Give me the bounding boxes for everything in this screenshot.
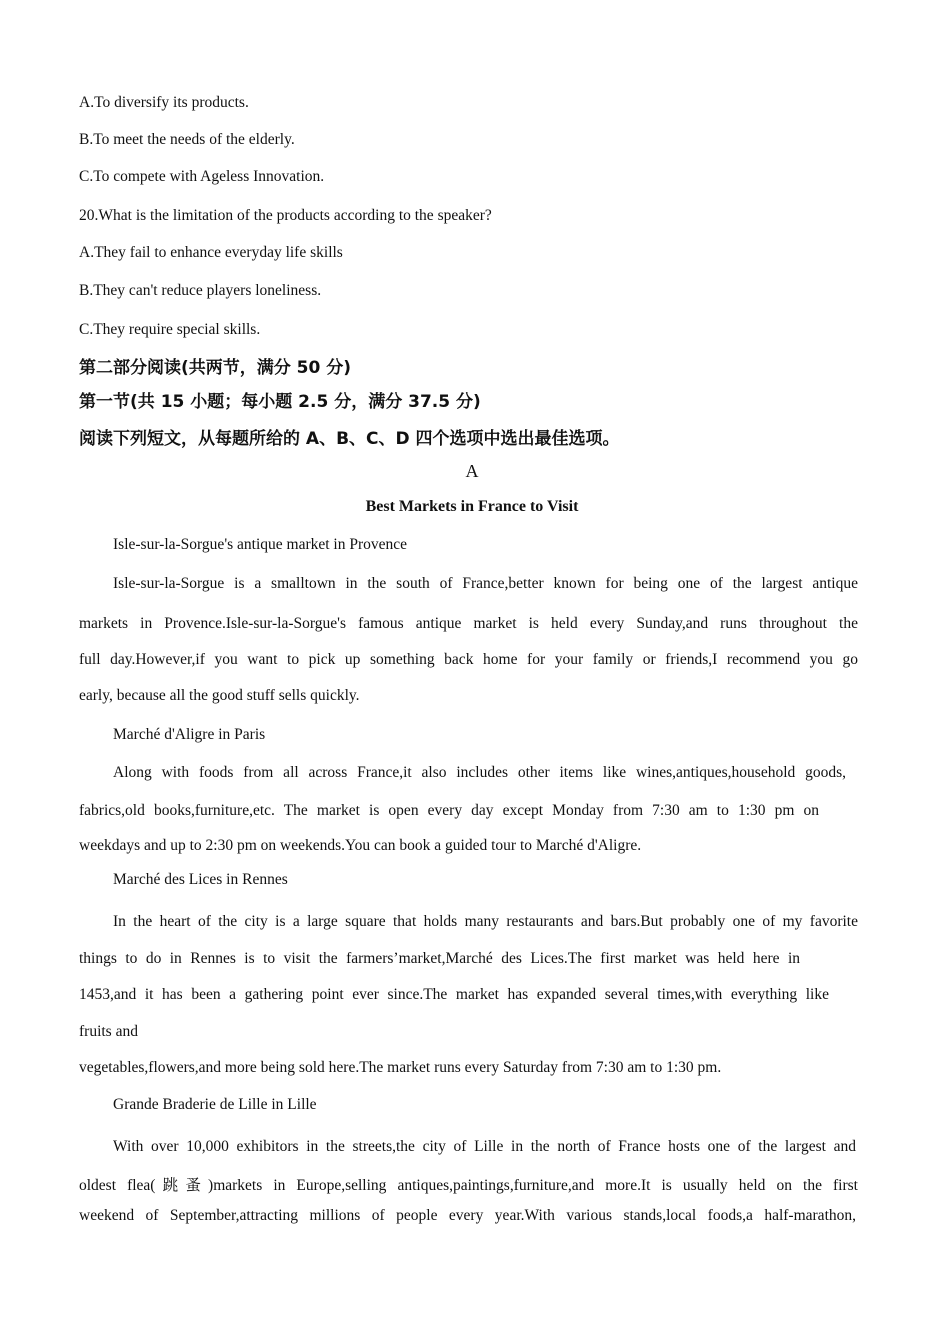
paragraph-line: Along with foods from all across France,it also includes other items like wines,antiques,household goods, (113, 764, 846, 781)
instruction: 阅读下列短文，从每题所给的 A、B、C、D 四个选项中选出最佳选项。 (79, 429, 620, 449)
paragraph-line: fruits and (79, 1023, 138, 1040)
q20-option-b: B.They can't reduce players loneliness. (79, 282, 322, 299)
q19-option-b: B.To meet the needs of the elderly. (79, 131, 295, 148)
paragraph-line: weekdays and up to 2:30 pm on weekends.You can book a guided tour to Marché d'Aligre. (79, 837, 642, 854)
paragraph-line: vegetables,flowers,and more being sold here.The market runs every Saturday from 7:30 am to 1:30 pm. (79, 1059, 722, 1076)
paragraph-line: 1453,and it has been a gathering point ever since.The market has expanded several times,with everything like (79, 986, 829, 1003)
q19-option-c: C.To compete with Ageless Innovation. (79, 168, 325, 185)
q20-question: 20.What is the limitation of the products according to the speaker? (79, 207, 492, 224)
paragraph-line: things to do in Rennes is to visit the farmers’market,Marché des Lices.The first market was held here in (79, 950, 800, 967)
q20-option-a: A.They fail to enhance everyday life skills (79, 244, 343, 261)
q20-option-c: C.They require special skills. (79, 321, 261, 338)
paragraph-line: weekend of September,attracting millions of people every year.With various stands,local foods,a half-marathon, (79, 1207, 856, 1224)
part-heading: 第二部分阅读(共两节，满分 50 分) (79, 358, 352, 378)
q19-option-a: A.To diversify its products. (79, 94, 249, 111)
market-heading-1: Isle-sur-la-Sorgue's antique market in Provence (113, 536, 408, 553)
paragraph-line: markets in Provence.Isle-sur-la-Sorgue's famous antique market is held every Sunday,and runs throughout the (79, 615, 858, 632)
subsection-heading: 第一节(共 15 小题；每小题 2.5 分，满分 37.5 分) (79, 392, 481, 412)
paragraph-line: early, because all the good stuff sells quickly. (79, 687, 360, 704)
passage-label: A (465, 461, 479, 481)
passage-title: Best Markets in France to Visit (365, 498, 579, 515)
paragraph-line: Isle-sur-la-Sorgue is a smalltown in the south of France,better known for being one of the largest antique (113, 575, 858, 592)
paragraph-line: In the heart of the city is a large square that holds many restaurants and bars.But probably one of my favorite (113, 913, 858, 930)
paragraph-line: full day.However,if you want to pick up something back home for your family or friends,I recommend you go (79, 651, 858, 668)
paragraph-line: With over 10,000 exhibitors in the streets,the city of Lille in the north of France hosts one of the largest and (113, 1138, 856, 1155)
paragraph-line: oldest flea(跳蚤)markets in Europe,selling antiques,paintings,furniture,and more.It is usually held on the first (79, 1177, 858, 1194)
paragraph-line: fabrics,old books,furniture,etc. The market is open every day except Monday from 7:30 am to 1:30 pm on (79, 802, 819, 819)
market-heading-4: Grande Braderie de Lille in Lille (113, 1096, 317, 1113)
market-heading-2: Marché d'Aligre in Paris (113, 726, 266, 743)
market-heading-3: Marché des Lices in Rennes (113, 871, 288, 888)
